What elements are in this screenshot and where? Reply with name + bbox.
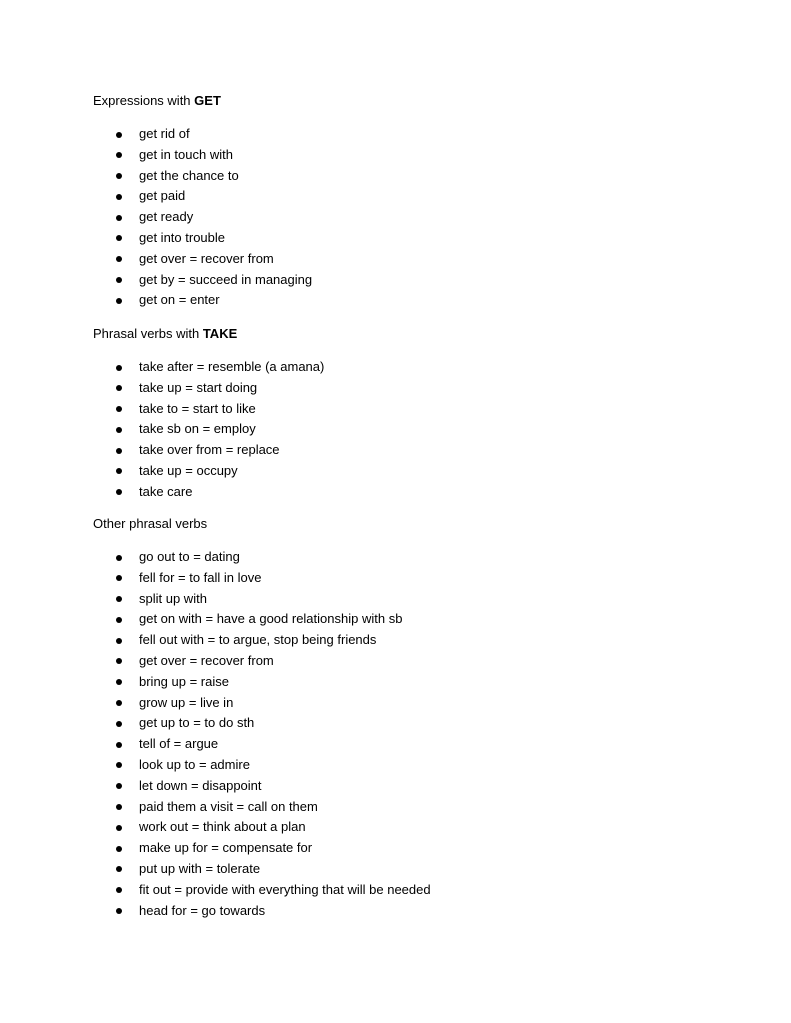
bullet-icon xyxy=(116,235,122,241)
list-item: make up for = compensate for xyxy=(0,838,791,859)
bullet-icon xyxy=(116,427,122,433)
section-heading-get xyxy=(93,92,221,110)
section-heading-take xyxy=(93,325,237,343)
bullet-icon xyxy=(116,721,122,727)
list-item: paid them a visit = call on them xyxy=(0,797,791,818)
list-item: take care xyxy=(0,482,791,503)
heading-keyword: GET xyxy=(194,93,221,108)
heading-keyword: TAKE xyxy=(202,326,238,341)
list-item: fit out = provide with everything that will be needed xyxy=(0,880,791,901)
list-item: look up to = admire xyxy=(0,755,791,776)
heading-text: Other phrasal verbs xyxy=(93,516,208,531)
bullet-icon xyxy=(116,575,122,581)
list-item: go out to = dating xyxy=(0,547,791,568)
list-item: get over = recover from xyxy=(0,651,791,672)
bullet-icon xyxy=(116,298,122,304)
list-item: get in touch with xyxy=(0,145,791,166)
list-item: take over from = replace xyxy=(0,440,791,461)
list-item: fell for = to fall in love xyxy=(0,568,791,589)
list-item: get over = recover from xyxy=(0,249,791,270)
list-item: fell out with = to argue, stop being friends xyxy=(0,630,791,651)
bullet-icon xyxy=(116,762,122,768)
list-item: tell of = argue xyxy=(0,734,791,755)
list-item: grow up = live in xyxy=(0,693,791,714)
get-expressions-list xyxy=(0,124,791,311)
list-item: get paid xyxy=(0,186,791,207)
other-phrasal-verbs-list xyxy=(0,547,791,921)
bullet-icon xyxy=(116,448,122,454)
list-item: work out = think about a plan xyxy=(0,817,791,838)
bullet-icon xyxy=(116,152,122,158)
bullet-icon xyxy=(116,804,122,810)
bullet-icon xyxy=(116,132,122,138)
bullet-icon xyxy=(116,489,122,495)
list-item: put up with = tolerate xyxy=(0,859,791,880)
bullet-icon xyxy=(116,825,122,831)
bullet-icon xyxy=(116,173,122,179)
list-item: let down = disappoint xyxy=(0,776,791,797)
bullet-icon xyxy=(116,194,122,200)
bullet-icon xyxy=(116,406,122,412)
list-item: get rid of xyxy=(0,124,791,145)
bullet-icon xyxy=(116,277,122,283)
bullet-icon xyxy=(116,742,122,748)
list-item: get the chance to xyxy=(0,166,791,187)
list-item: bring up = raise xyxy=(0,672,791,693)
bullet-icon xyxy=(116,908,122,914)
list-item: take after = resemble (a amana) xyxy=(0,357,791,378)
heading-text: Phrasal verbs with xyxy=(93,326,203,341)
bullet-icon xyxy=(116,596,122,602)
list-item: take up = occupy xyxy=(0,461,791,482)
list-item: get ready xyxy=(0,207,791,228)
bullet-icon xyxy=(116,385,122,391)
bullet-icon xyxy=(116,887,122,893)
list-item: take sb on = employ xyxy=(0,419,791,440)
bullet-icon xyxy=(116,468,122,474)
list-item: take to = start to like xyxy=(0,399,791,420)
list-item: take up = start doing xyxy=(0,378,791,399)
take-phrasal-verbs-list xyxy=(0,357,791,503)
bullet-icon xyxy=(116,617,122,623)
bullet-icon xyxy=(116,256,122,262)
heading-text: Expressions with xyxy=(93,93,195,108)
bullet-icon xyxy=(116,658,122,664)
list-item: get up to = to do sth xyxy=(0,713,791,734)
bullet-icon xyxy=(116,365,122,371)
bullet-icon xyxy=(116,215,122,221)
bullet-icon xyxy=(116,679,122,685)
list-item: get by = succeed in managing xyxy=(0,270,791,291)
list-item: get on with = have a good relationship with sb xyxy=(0,609,791,630)
list-item: head for = go towards xyxy=(0,901,791,922)
list-item: split up with xyxy=(0,589,791,610)
section-heading-other xyxy=(93,515,207,533)
bullet-icon xyxy=(116,866,122,872)
list-item: get into trouble xyxy=(0,228,791,249)
bullet-icon xyxy=(116,638,122,644)
bullet-icon xyxy=(116,700,122,706)
bullet-icon xyxy=(116,555,122,561)
bullet-icon xyxy=(116,783,122,789)
list-item: get on = enter xyxy=(0,290,791,311)
bullet-icon xyxy=(116,846,122,852)
